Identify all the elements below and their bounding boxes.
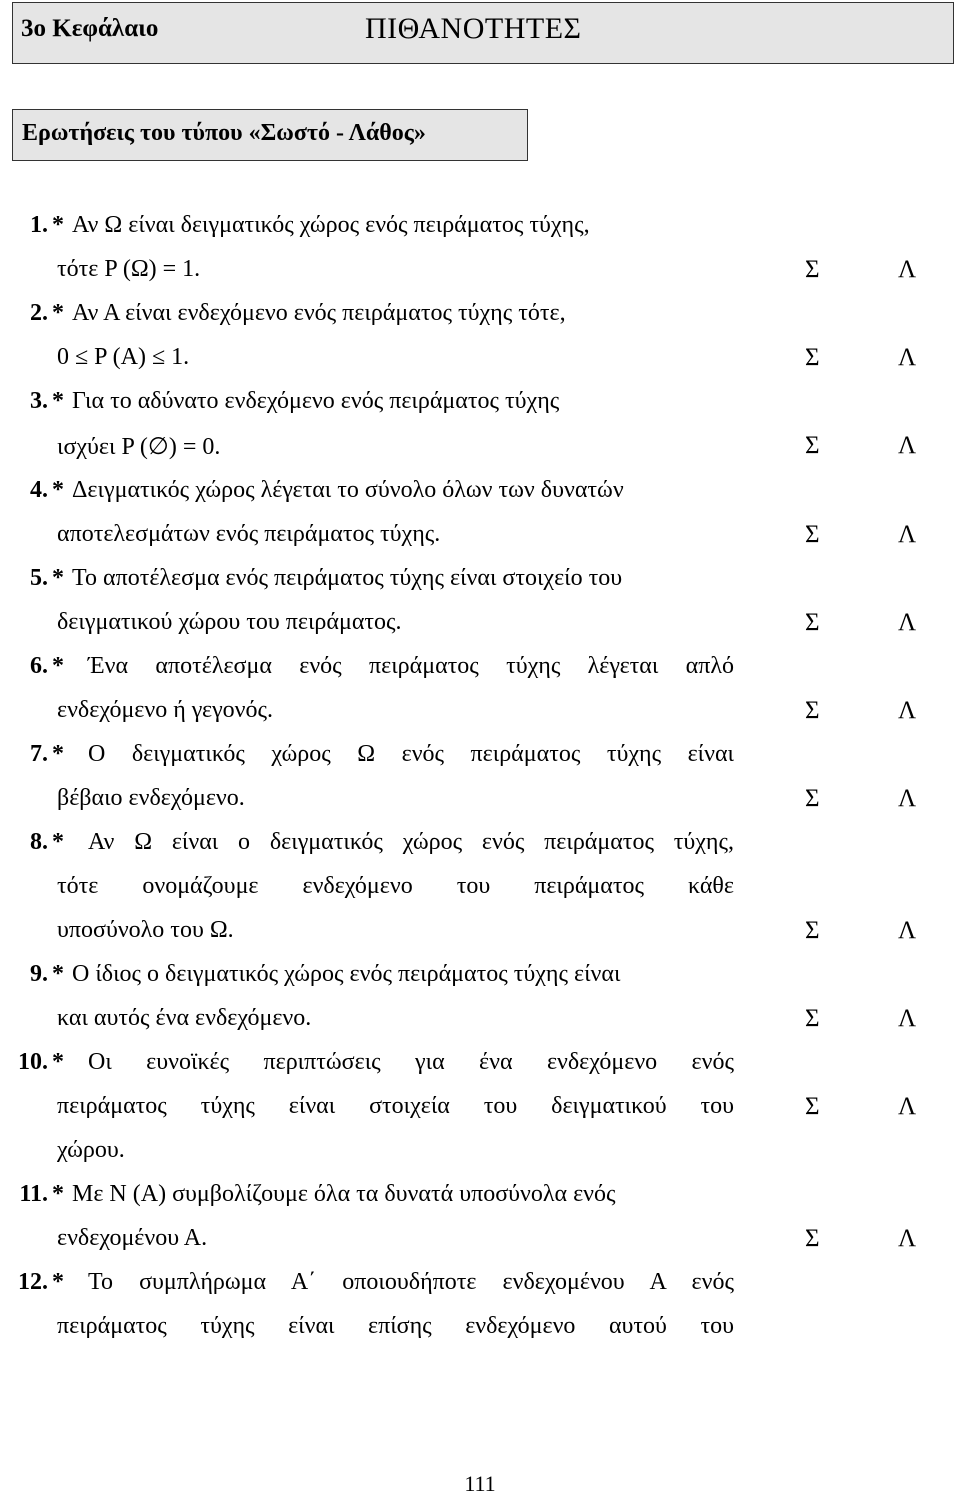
answer-false-option: Λ <box>898 1005 917 1032</box>
question-text-line: Δειγματικός χώρος λέγεται το σύνολο όλων των δυνατών <box>72 477 624 503</box>
question-text-line: και αυτός ένα ενδεχόμενο. <box>57 1005 312 1031</box>
chapter-header <box>12 2 954 64</box>
question-number: 3. <box>30 388 48 414</box>
answer-true-option: Σ <box>805 521 820 548</box>
answer-false-option: Λ <box>898 697 917 724</box>
question-number: 7. <box>30 741 48 767</box>
question-text-line: τότε P (Ω) = 1. <box>57 256 201 282</box>
question-text-line: Για το αδύνατο ενδεχόμενο ενός πειράματος τύχης <box>72 388 560 414</box>
answer-true-option: Σ <box>805 917 820 944</box>
question-text-line: Αν Ω είναι δειγματικός χώρος ενός πειράματος τύχης, <box>72 212 590 238</box>
chapter-title: ΠΙΘΑΝΟΤΗΤΕΣ <box>365 12 582 45</box>
question-text-line: Αν Α είναι ενδεχόμενο ενός πειράματος τύχης τότε, <box>72 300 566 326</box>
answer-true-option: Σ <box>805 344 820 371</box>
question-text-line: 0 ≤ P (A) ≤ 1. <box>57 344 190 370</box>
answer-false-option: Λ <box>898 1093 917 1120</box>
question-text-line: δειγματικού χώρου του πειράματος. <box>57 609 402 635</box>
question-text-line: ενδεχομένου Α. <box>57 1225 208 1251</box>
question-star: * <box>52 1269 64 1295</box>
question-text-line: ισχύει P (∅) = 0. <box>57 434 221 460</box>
question-number: 1. <box>30 212 48 238</box>
question-star: * <box>52 1181 64 1207</box>
question-number: 6. <box>30 653 48 679</box>
answer-false-option: Λ <box>898 432 917 459</box>
answer-true-option: Σ <box>805 697 820 724</box>
chapter-label: 3ο Κεφάλαιο <box>21 15 159 42</box>
question-number: 5. <box>30 565 48 591</box>
question-number: 8. <box>30 829 48 855</box>
answer-false-option: Λ <box>898 917 917 944</box>
question-number: 11. <box>19 1181 48 1207</box>
question-star: * <box>52 829 64 855</box>
answer-false-option: Λ <box>898 521 917 548</box>
question-star: * <box>52 388 64 414</box>
question-text-line: πειράματος τύχης είναι επίσης ενδεχόμενο αυτού του <box>57 1313 734 1339</box>
question-text-line: αποτελεσμάτων ενός πειράματος τύχης. <box>57 521 441 547</box>
section-title: Ερωτήσεις του τύπου «Σωστό - Λάθος» <box>12 109 528 161</box>
question-number: 9. <box>30 961 48 987</box>
question-text-line: ενδεχόμενο ή γεγονός. <box>57 697 274 723</box>
answer-false-option: Λ <box>898 1225 917 1252</box>
question-text-line: Το συμπλήρωμα Α΄ οποιουδήποτε ενδεχομένου Α ενός <box>88 1269 734 1295</box>
answer-false-option: Λ <box>898 256 917 283</box>
question-star: * <box>52 741 64 767</box>
question-star: * <box>52 300 64 326</box>
answer-true-option: Σ <box>805 1093 820 1120</box>
question-text-line: Με Ν (Α) συμβολίζουμε όλα τα δυνατά υποσύνολα ενός <box>72 1181 616 1207</box>
question-number: 4. <box>30 477 48 503</box>
question-text-line: πειράματος τύχης είναι στοιχεία του δειγματικού του <box>57 1093 734 1119</box>
answer-false-option: Λ <box>898 785 917 812</box>
question-number: 12. <box>18 1269 48 1295</box>
answer-true-option: Σ <box>805 785 820 812</box>
question-text-line: Οι ευνοϊκές περιπτώσεις για ένα ενδεχόμενο ενός <box>88 1049 734 1075</box>
question-text-line: υποσύνολο του Ω. <box>57 917 234 943</box>
question-star: * <box>52 212 64 238</box>
question-star: * <box>52 1049 64 1075</box>
question-star: * <box>52 961 64 987</box>
answer-true-option: Σ <box>805 1225 820 1252</box>
question-text-line: χώρου. <box>57 1137 125 1163</box>
question-star: * <box>52 565 64 591</box>
answer-false-option: Λ <box>898 344 917 371</box>
question-text-line: Ένα αποτέλεσμα ενός πειράματος τύχης λέγεται απλό <box>88 653 734 679</box>
question-text-line: Ο ίδιος ο δειγματικός χώρος ενός πειράματος τύχης είναι <box>72 961 621 987</box>
question-text-line: τότε ονομάζουμε ενδεχόμενο του πειράματος κάθε <box>57 873 734 899</box>
question-number: 10. <box>18 1049 48 1075</box>
answer-false-option: Λ <box>898 609 917 636</box>
question-star: * <box>52 477 64 503</box>
question-star: * <box>52 653 64 679</box>
page-number: 111 <box>464 1471 496 1496</box>
question-text-line: βέβαιο ενδεχόμενο. <box>57 785 245 811</box>
answer-true-option: Σ <box>805 256 820 283</box>
answer-true-option: Σ <box>805 432 820 459</box>
question-number: 2. <box>30 300 48 326</box>
question-text-line: Ο δειγματικός χώρος Ω ενός πειράματος τύχης είναι <box>88 741 734 767</box>
question-text-line: Το αποτέλεσμα ενός πειράματος τύχης είναι στοιχείο του <box>72 565 623 591</box>
question-text-line: Αν Ω είναι ο δειγματικός χώρος ενός πειράματος τύχης, <box>88 829 734 855</box>
answer-true-option: Σ <box>805 609 820 636</box>
answer-true-option: Σ <box>805 1005 820 1032</box>
